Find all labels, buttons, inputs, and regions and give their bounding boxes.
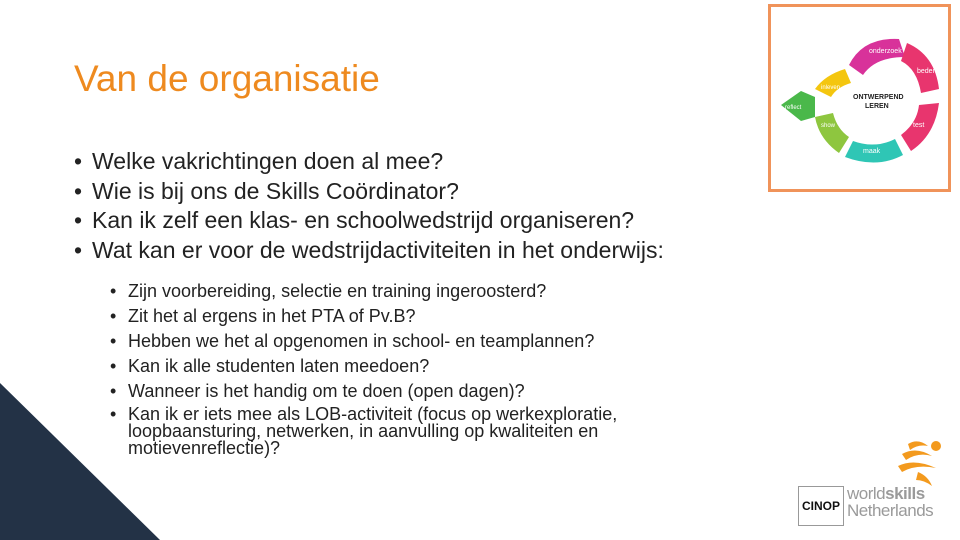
bullet-item: • Wie is bij ons de Skills Coördinator? — [74, 177, 754, 207]
segment-label: bedenk — [917, 68, 940, 75]
ws-world: world — [847, 484, 886, 503]
segment-label: test — [913, 122, 925, 129]
segment-inleven — [815, 69, 851, 97]
center-label: ONTWERPEND — [853, 94, 904, 101]
sub-bullet-item: • Kan ik alle studenten laten meedoen? — [110, 356, 730, 376]
segment-label: inleven — [821, 85, 841, 91]
segment-show — [815, 113, 849, 153]
segment-label: onderzoek — [869, 48, 902, 55]
segment-label: show — [821, 123, 836, 129]
segment-label: maak — [863, 148, 881, 155]
bullet-item: • Wat kan er voor de wedstrijdactiviteiten in het onderwijs: — [74, 236, 754, 266]
sub-bullet-item: • Zijn voorbereiding, selectie en training ingeroosterd? — [110, 281, 730, 301]
sub-bullet-item: • Wanneer is het handig om te doen (open dagen)? — [110, 381, 730, 401]
cycle-graphic — [771, 7, 948, 189]
worldskills-logo — [847, 485, 933, 519]
ws-skills: skills — [885, 484, 925, 503]
bullet-item: • Welke vakrichtingen doen al mee? — [74, 147, 754, 177]
ontwerpend-leren-diagram — [768, 4, 951, 192]
main-bullet-list — [74, 147, 754, 265]
sub-bullet-item: • Kan ik er iets mee als LOB-activiteit (focus op werkexploratie, loopbaansturing, netwerken, in aanvulling op kwaliteiten en motievenreflectie)? — [110, 406, 730, 457]
cinop-logo: CINOP — [798, 486, 844, 526]
sub-bullet-item: • Hebben we het al opgenomen in school- en teamplannen? — [110, 331, 730, 351]
slide-title: Van de organisatie — [74, 58, 380, 99]
center-label: LEREN — [865, 103, 889, 110]
sub-bullet-item: • Zit het al ergens in het PTA of Pv.B? — [110, 306, 730, 326]
bullet-item: • Kan ik zelf een klas- en schoolwedstrijd organiseren? — [74, 206, 754, 236]
sub-bullet-list — [110, 281, 730, 462]
segment-label: reflect — [785, 105, 802, 111]
worldskills-figure-icon — [888, 436, 948, 488]
segment-onderzoek — [849, 39, 905, 75]
ws-netherlands: Netherlands — [847, 501, 934, 520]
